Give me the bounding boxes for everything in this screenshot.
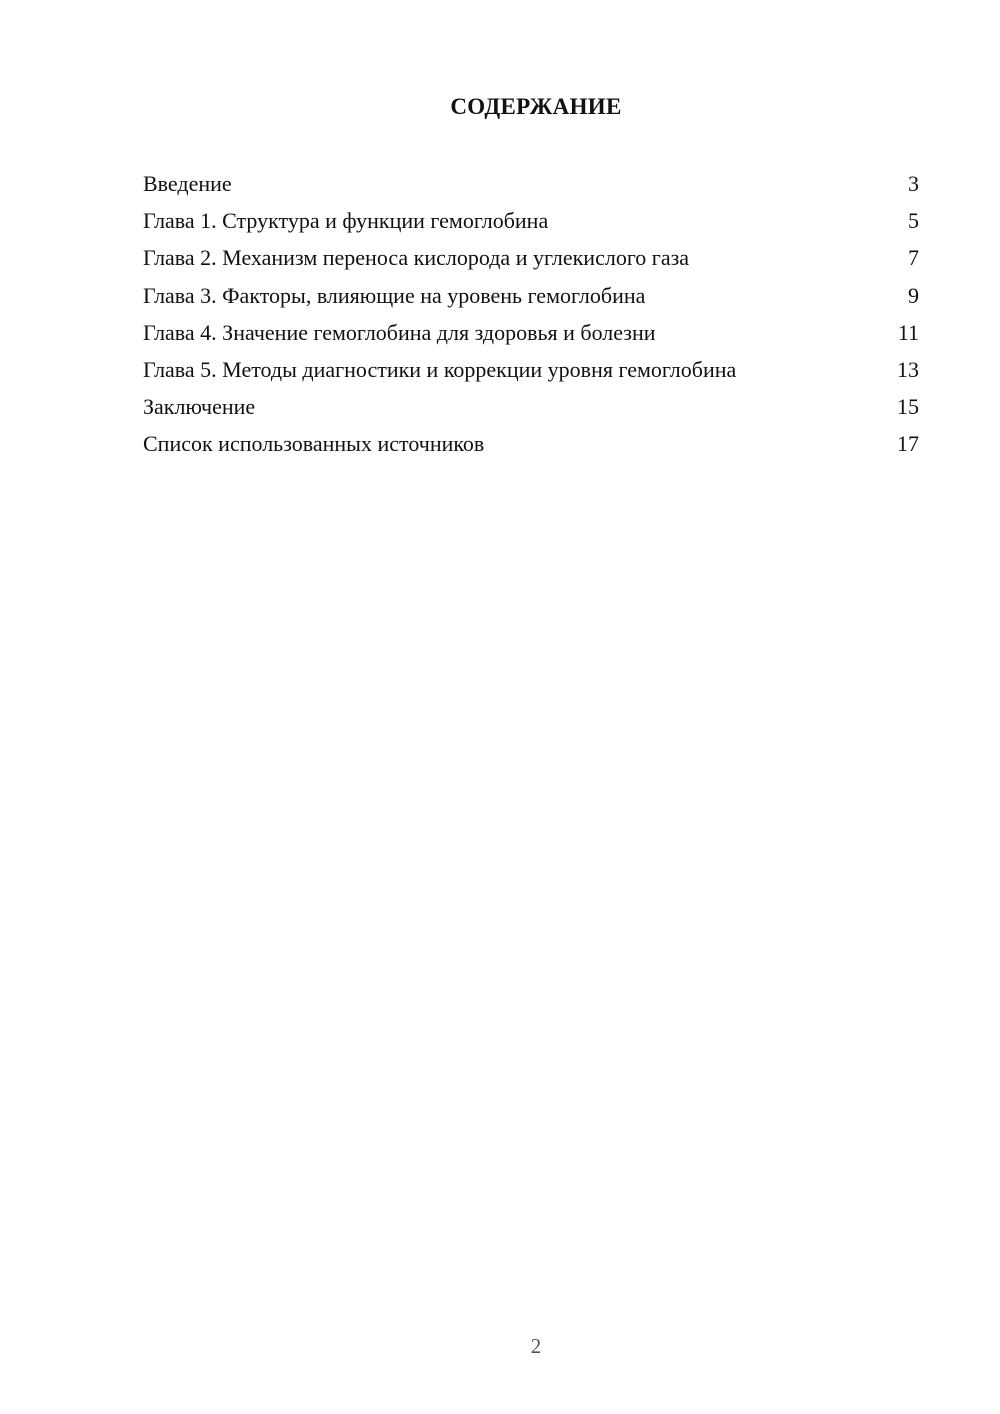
toc-entry-conclusion[interactable] [143,391,919,428]
toc-entry-chapter-3[interactable] [143,280,919,317]
toc-entry-page-number: 5 [908,208,919,234]
toc-entry-label: Глава 2. Механизм переноса кислорода и углекислого газа [143,245,690,271]
toc-entry-label: Список использованных источников [143,431,485,457]
table-of-contents [143,168,919,466]
toc-entry-chapter-1[interactable] [143,205,919,242]
toc-entry-label: Глава 5. Методы диагностики и коррекции уровня гемоглобина [143,356,737,382]
toc-entry-page-number: 9 [908,282,919,308]
toc-entry-label: Введение [143,171,232,196]
toc-entry-page-number: 15 [897,394,919,420]
toc-entry-page-number: 13 [897,356,919,382]
toc-entry-page-number: 11 [897,319,919,345]
toc-entry-label: Заключение [143,394,256,420]
page-number: 2 [530,1334,542,1358]
toc-entry-label: Глава 1. Структура и функции гемоглобина [143,208,549,234]
toc-entry-page-number: 17 [897,431,919,457]
toc-entry-chapter-4[interactable] [143,317,919,354]
toc-entry-chapter-5[interactable] [143,354,919,391]
toc-entry-references[interactable] [143,428,919,465]
toc-entry-page-number: 3 [908,171,919,196]
toc-entry-label: Глава 3. Факторы, влияющие на уровень гемоглобина [143,282,646,308]
toc-title: СОДЕРЖАНИЕ [450,94,622,119]
toc-entry-introduction[interactable] [143,168,919,205]
toc-entry-chapter-2[interactable] [143,242,919,279]
toc-entry-page-number: 7 [908,245,919,271]
toc-entry-label: Глава 4. Значение гемоглобина для здоровья и болезни [143,319,656,345]
